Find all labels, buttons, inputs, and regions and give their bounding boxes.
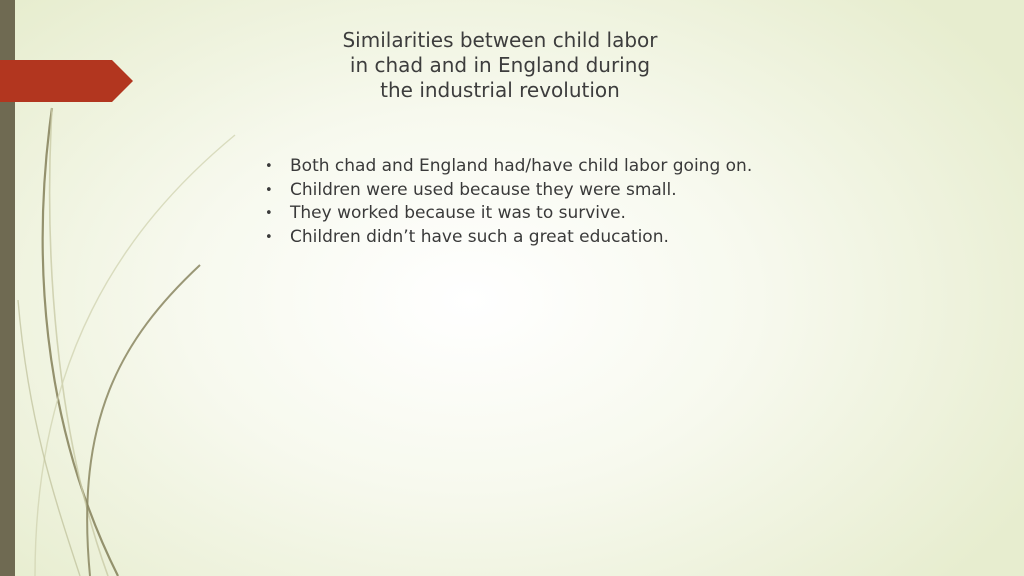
- bullet-text: Children didn’t have such a great education.: [290, 226, 669, 247]
- arrow-tab-shape: [0, 0, 140, 110]
- bullet-dot: •: [265, 206, 273, 221]
- bullet-text: Both chad and England had/have child labor going on.: [290, 156, 753, 176]
- title-line-1: Similarities between child labor: [342, 28, 658, 52]
- bullet-dot: •: [265, 229, 273, 245]
- slide-title: [300, 28, 700, 103]
- bullet-item: [263, 226, 963, 250]
- bullet-dot: •: [265, 182, 273, 198]
- bullet-item: [263, 155, 963, 179]
- title-line-2: in chad and in England during: [349, 53, 651, 77]
- bullet-item: [263, 202, 963, 226]
- bullet-text: Children were used because they were small.: [290, 179, 677, 200]
- bullet-item: [263, 179, 963, 203]
- title-line-3: the industrial revolution: [380, 78, 620, 102]
- bullet-dot: •: [265, 159, 273, 174]
- bullet-list: [263, 155, 963, 249]
- bullet-text: They worked because it was to survive.: [290, 203, 626, 223]
